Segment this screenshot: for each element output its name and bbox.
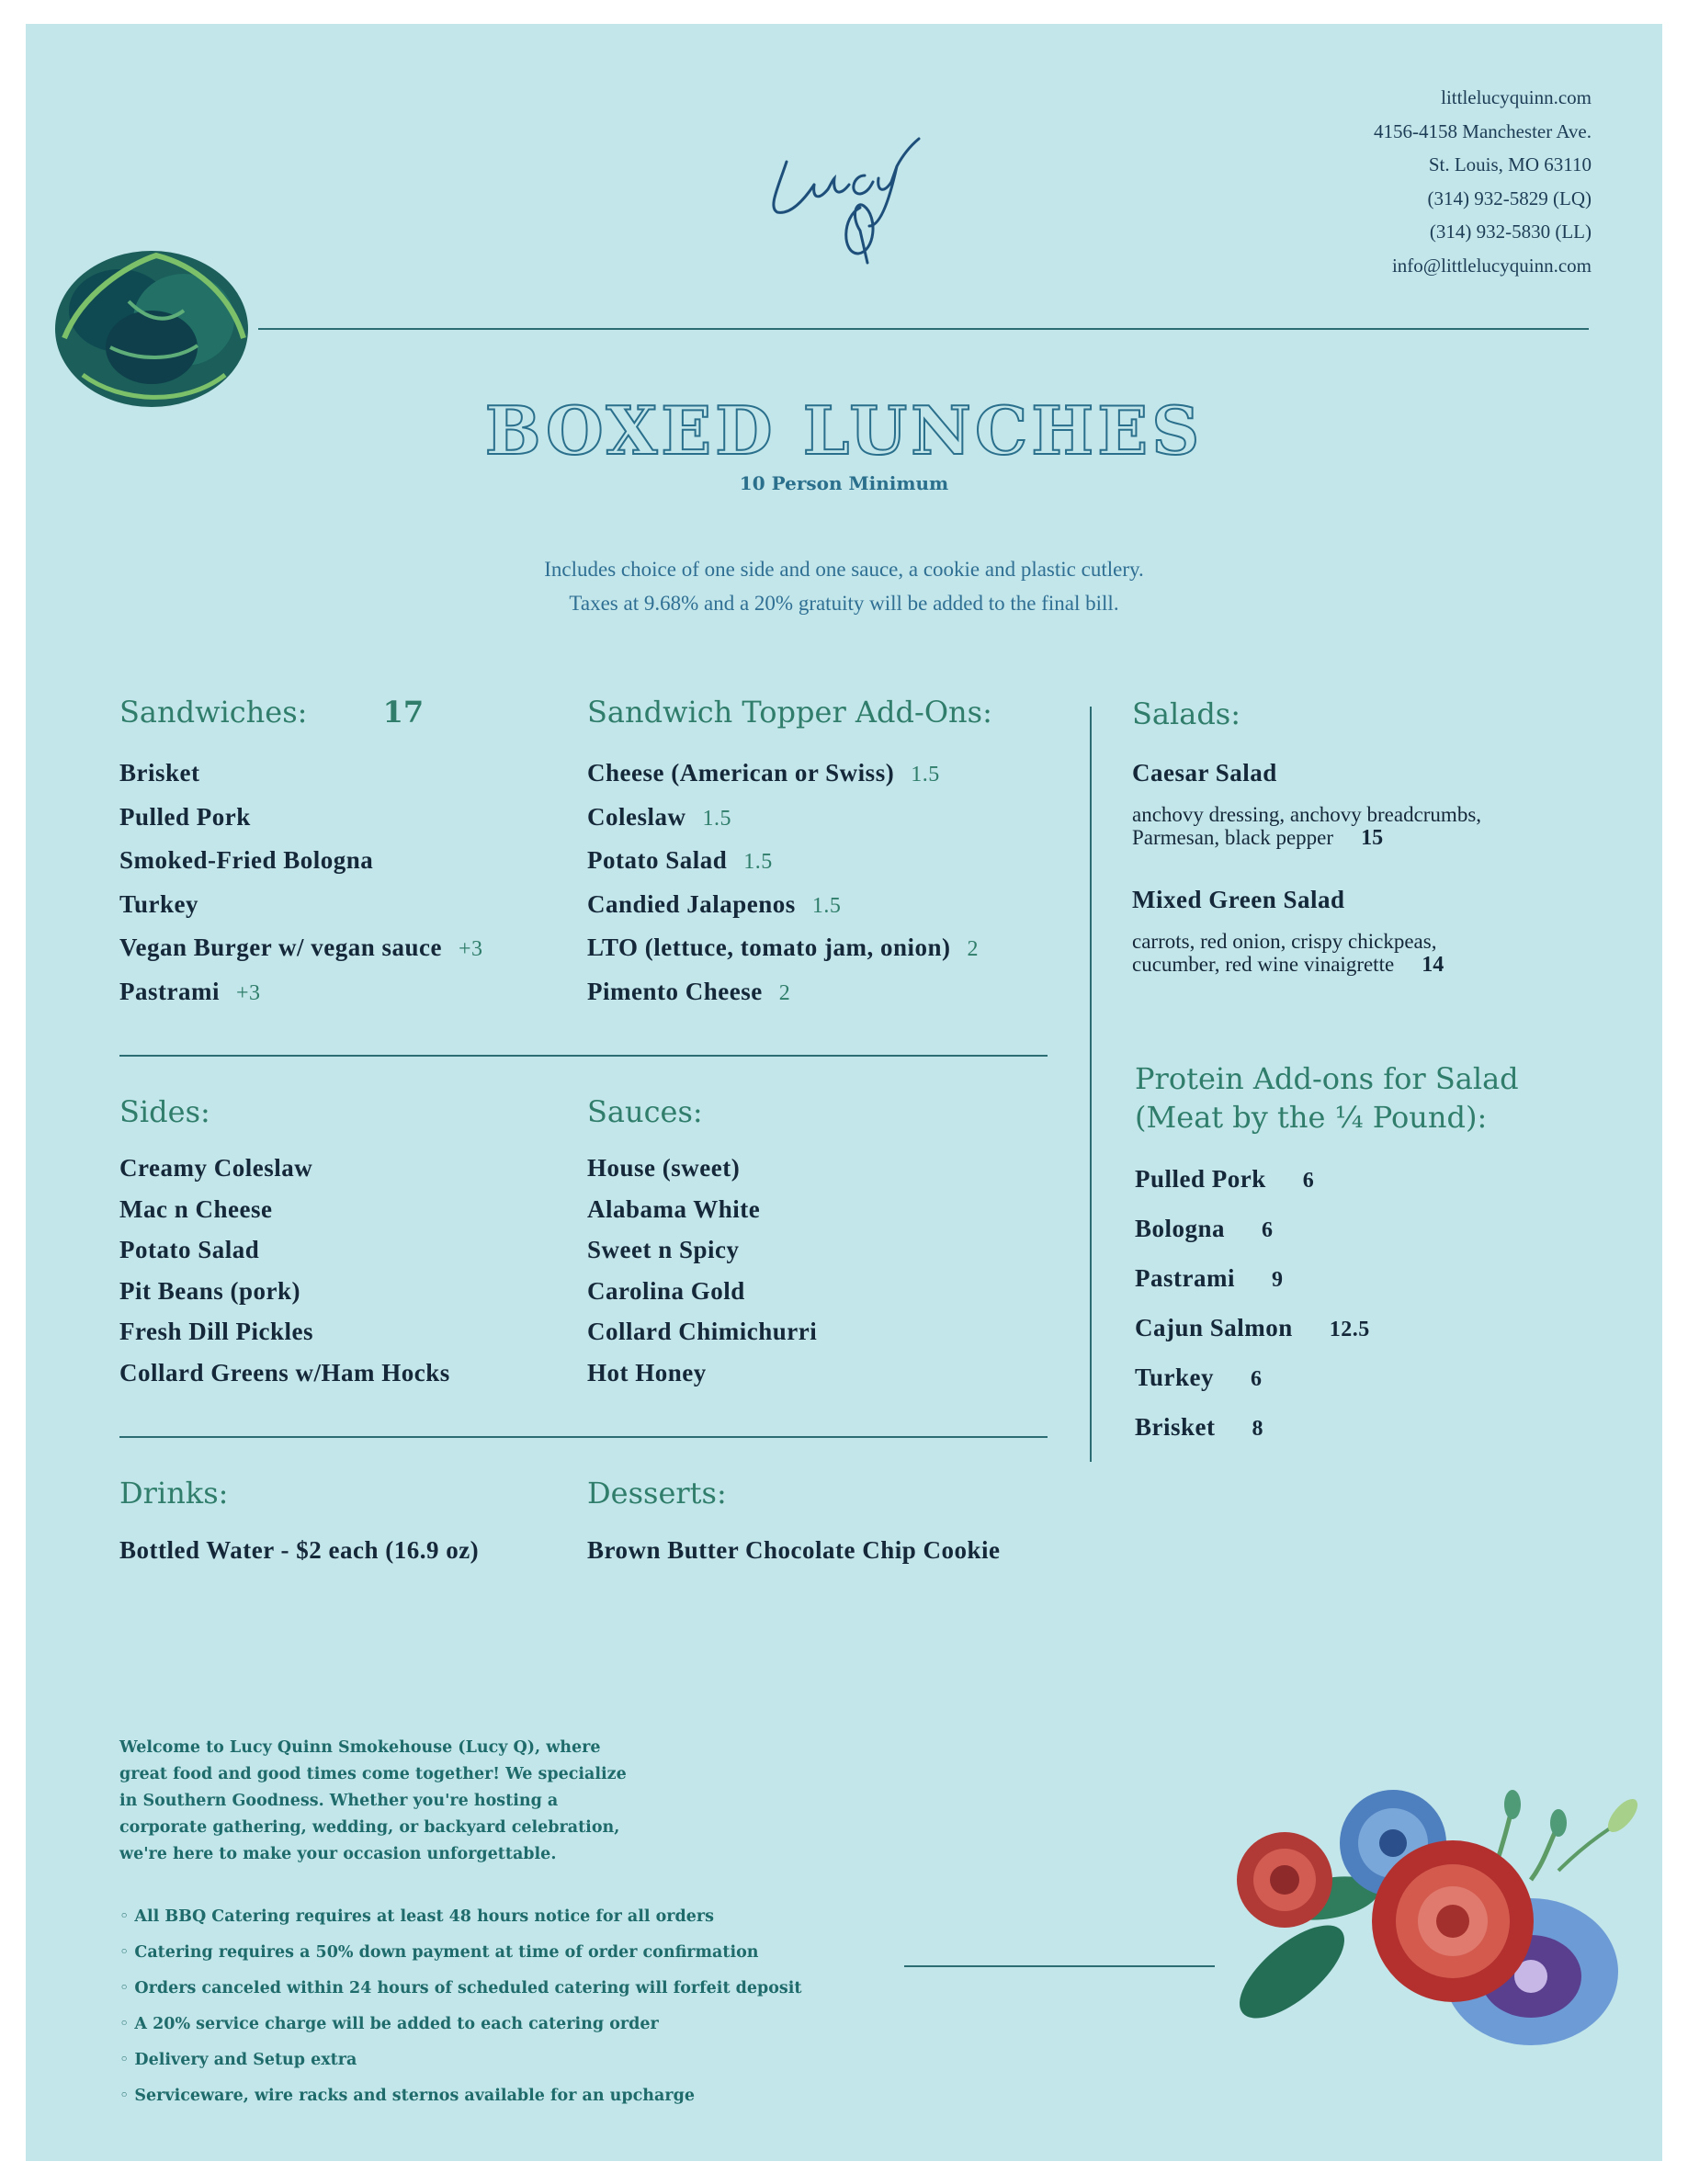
- sides-list: [119, 1154, 450, 1399]
- item-price: 2: [778, 980, 791, 1005]
- catering-policies: [119, 1907, 801, 2122]
- list-item: Candied Jalapenos 1.5: [587, 889, 842, 918]
- phone-lq[interactable]: (314) 932-5829 (LQ): [1427, 187, 1592, 209]
- header-divider: [258, 328, 1589, 330]
- list-item: Hot Honey: [587, 1358, 707, 1386]
- section-divider: [119, 1436, 1048, 1438]
- list-item: Pulled Pork: [119, 802, 251, 831]
- list-item: Coleslaw 1.5: [587, 802, 731, 831]
- phone-ll[interactable]: (314) 932-5830 (LL): [1429, 221, 1592, 243]
- caesar-salad: [1132, 759, 1481, 850]
- column-divider: [1090, 707, 1092, 1462]
- sandwiches-heading-label: Sandwiches:: [119, 695, 308, 730]
- salad-desc-line: Parmesan, black pepper 15: [1132, 826, 1384, 850]
- item-price: 2: [967, 937, 979, 961]
- page-title: BOXED LUNCHES: [484, 391, 1204, 470]
- list-item: Carolina Gold: [587, 1276, 745, 1305]
- list-item: Sweet n Spicy: [587, 1236, 740, 1263]
- item-price: 1.5: [743, 850, 773, 874]
- item-price: 1.5: [702, 806, 731, 831]
- topper-list: [587, 759, 979, 1021]
- list-item: House (sweet): [587, 1154, 741, 1182]
- protein-heading: [1135, 1059, 1519, 1137]
- list-item: Creamy Coleslaw: [119, 1154, 313, 1182]
- welcome-line: corporate gathering, wedding, or backyard celebration,: [119, 1818, 620, 1837]
- protein-heading-line-2: (Meat by the ¼ Pound):: [1135, 1100, 1488, 1135]
- policy-item: ◦ Catering requires a 50% down payment at time of order confirmation: [119, 1943, 759, 1962]
- website-link[interactable]: littlelucyquinn.com: [1441, 86, 1592, 108]
- item-price: 1.5: [811, 893, 842, 918]
- list-item: Brisket 8: [1135, 1413, 1263, 1441]
- salad-price: 15: [1361, 826, 1384, 850]
- policy-item: ◦ A 20% service charge will be added to each catering order: [119, 2015, 659, 2033]
- salad-desc: [1132, 930, 1444, 977]
- drinks-heading: Drinks:: [119, 1476, 229, 1511]
- item-price: 12.5: [1329, 1318, 1370, 1341]
- flower-bouquet-icon: [1228, 1788, 1650, 2054]
- sandwiches-heading: [119, 695, 424, 730]
- list-item: LTO (lettuce, tomato jam, onion) 2: [587, 934, 979, 961]
- salad-desc-line: cucumber, red wine vinaigrette 14: [1132, 953, 1444, 977]
- sandwiches-price: 17: [382, 695, 425, 730]
- item-price: +3: [235, 980, 261, 1005]
- welcome-line: in Southern Goodness. Whether you're hosting a: [119, 1792, 559, 1810]
- policy-item: ◦ Serviceware, wire racks and sternos available for an upcharge: [119, 2087, 695, 2105]
- list-item: Potato Salad: [119, 1236, 260, 1263]
- list-item: Brisket: [119, 759, 200, 786]
- item-price: 1.5: [911, 763, 940, 786]
- address-line-1: 4156-4158 Manchester Ave.: [1374, 119, 1592, 142]
- policy-item: ◦ All BBQ Catering requires at least 48 hours notice for all orders: [119, 1907, 714, 1926]
- list-item: Pastrami +3: [119, 977, 261, 1005]
- list-item: Mac n Cheese: [119, 1194, 273, 1223]
- contact-info: [1374, 81, 1592, 282]
- list-item: Cajun Salmon 12.5: [1135, 1314, 1370, 1341]
- salad-desc-line: anchovy dressing, anchovy breadcrumbs,: [1132, 803, 1482, 826]
- list-item: Vegan Burger w/ vegan sauce +3: [119, 934, 483, 961]
- footer-divider: [904, 1965, 1215, 1967]
- salad-price: 14: [1422, 953, 1444, 977]
- salad-name: Caesar Salad: [1132, 759, 1277, 786]
- welcome-line: Welcome to Lucy Quinn Smokehouse (Lucy Q), where: [119, 1738, 601, 1757]
- dessert-item: Brown Butter Chocolate Chip Cookie: [587, 1536, 1001, 1564]
- sauces-list: [587, 1154, 817, 1399]
- email-link[interactable]: info@littlelucyquinn.com: [1391, 254, 1592, 277]
- list-item: Pulled Pork 6: [1135, 1165, 1315, 1193]
- toppers-heading: Sandwich Topper Add-Ons:: [587, 695, 992, 730]
- desserts-heading: Desserts:: [587, 1476, 727, 1511]
- sauces-heading: Sauces:: [587, 1094, 703, 1129]
- protein-heading-line-1: Protein Add-ons for Salad: [1135, 1061, 1519, 1096]
- salad-name: Mixed Green Salad: [1132, 886, 1345, 913]
- list-item: Pimento Cheese 2: [587, 977, 791, 1005]
- list-item: Bologna 6: [1135, 1215, 1274, 1242]
- welcome-text: [119, 1735, 671, 1868]
- section-divider: [119, 1055, 1048, 1057]
- intro-line-1: Includes choice of one side and one sauce, a cookie and plastic cutlery.: [544, 558, 1144, 581]
- item-price: +3: [459, 937, 483, 961]
- list-item: Cheese (American or Swiss) 1.5: [587, 759, 940, 786]
- mixed-green-salad: [1132, 886, 1444, 977]
- item-price: 8: [1252, 1417, 1263, 1441]
- lucy-q-logo: [750, 97, 970, 281]
- welcome-line: great food and good times come together! We specialize: [119, 1765, 627, 1783]
- salad-desc: [1132, 803, 1481, 850]
- list-item: Pastrami 9: [1135, 1264, 1284, 1292]
- protein-list: [1135, 1165, 1370, 1463]
- list-item: Turkey 6: [1135, 1364, 1263, 1391]
- intro-line-2: Taxes at 9.68% and a 20% gratuity will be added to the final bill.: [569, 592, 1119, 615]
- drink-item: Bottled Water - $2 each (16.9 oz): [119, 1536, 480, 1564]
- welcome-line: we're here to make your occasion unforgettable.: [119, 1845, 557, 1863]
- item-price: 6: [1262, 1218, 1274, 1242]
- intro-text: [26, 552, 1662, 620]
- list-item: Fresh Dill Pickles: [119, 1318, 313, 1345]
- list-item: Smoked-Fried Bologna: [119, 846, 374, 874]
- salads-heading: Salads:: [1132, 696, 1241, 731]
- menu-page: [26, 24, 1662, 2161]
- item-price: 6: [1302, 1169, 1315, 1193]
- item-price: 6: [1251, 1367, 1263, 1391]
- address-line-2: St. Louis, MO 63110: [1428, 153, 1592, 175]
- minimum-note: 10 Person Minimum: [739, 472, 949, 494]
- list-item: Collard Greens w/Ham Hocks: [119, 1358, 450, 1386]
- list-item: Turkey: [119, 889, 199, 918]
- list-item: Alabama White: [587, 1194, 761, 1223]
- policy-item: ◦ Orders canceled within 24 hours of scheduled catering will forfeit deposit: [119, 1979, 802, 1997]
- salad-desc-line: carrots, red onion, crispy chickpeas,: [1132, 930, 1437, 953]
- policy-item: ◦ Delivery and Setup extra: [119, 2051, 357, 2069]
- list-item: Pit Beans (pork): [119, 1276, 300, 1305]
- list-item: Collard Chimichurri: [587, 1318, 818, 1345]
- sides-heading: Sides:: [119, 1094, 210, 1129]
- item-price: 9: [1271, 1268, 1284, 1292]
- sandwich-list: [119, 759, 483, 1021]
- list-item: Potato Salad 1.5: [587, 846, 773, 874]
